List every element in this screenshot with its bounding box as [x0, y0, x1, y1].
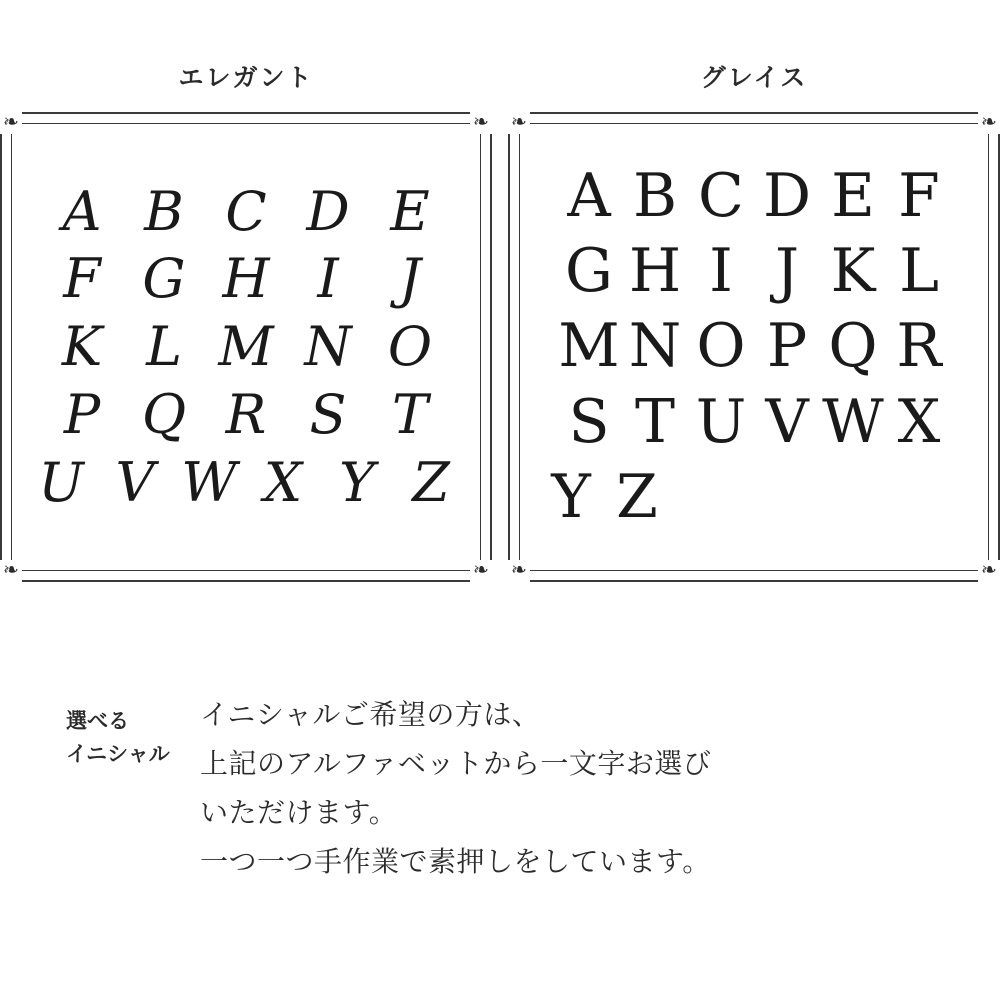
- alphabet-row: [532, 160, 976, 233]
- alphabet-glyph[interactable]: U: [695, 386, 747, 457]
- alphabet-glyph[interactable]: Y: [551, 461, 591, 532]
- alphabet-row: [532, 461, 976, 534]
- alphabet-glyph[interactable]: P: [766, 311, 808, 382]
- alphabet-glyph[interactable]: C: [225, 179, 267, 243]
- corner-ornament-icon: ❧: [978, 112, 1000, 134]
- alphabet-glyph[interactable]: I: [709, 236, 733, 307]
- alphabet-glyph[interactable]: D: [306, 179, 350, 243]
- alphabet-glyph[interactable]: H: [628, 236, 682, 307]
- alphabet-row: [24, 315, 468, 379]
- alphabet-glyph[interactable]: G: [565, 236, 613, 307]
- alphabet-row: [24, 180, 468, 244]
- alphabet-glyph[interactable]: R: [225, 382, 267, 446]
- alphabet-glyph[interactable]: Q: [828, 311, 878, 382]
- alphabet-glyph[interactable]: K: [830, 236, 876, 307]
- description-line: イニシャルご希望の方は、: [200, 699, 541, 730]
- alphabet-glyph[interactable]: O: [696, 311, 746, 382]
- alphabet-row: [532, 386, 976, 459]
- alphabet-glyph[interactable]: J: [774, 236, 800, 307]
- alphabet-glyph[interactable]: Q: [141, 382, 187, 446]
- alphabet-glyph[interactable]: L: [146, 315, 182, 379]
- font-panel-title-elegant: エレガント: [178, 64, 314, 92]
- alphabet-glyph[interactable]: C: [698, 161, 744, 232]
- alphabet-glyph[interactable]: B: [144, 179, 184, 243]
- description-label-line1: 選べる: [66, 710, 129, 733]
- alphabet-glyph[interactable]: D: [762, 161, 812, 232]
- alphabet-glyph[interactable]: A: [567, 161, 611, 232]
- alphabet-glyph[interactable]: U: [38, 450, 84, 514]
- alphabet-row: [24, 383, 468, 447]
- alphabet-glyph[interactable]: V: [765, 386, 809, 457]
- alphabet-glyph[interactable]: F: [63, 247, 101, 311]
- alphabet-row: [24, 247, 468, 311]
- alphabet-glyph[interactable]: G: [142, 247, 186, 311]
- alphabet-glyph[interactable]: E: [390, 179, 430, 243]
- alphabet-glyph[interactable]: P: [63, 382, 101, 446]
- alphabet-glyph[interactable]: H: [222, 247, 270, 311]
- alphabet-glyph[interactable]: T: [634, 386, 676, 457]
- alphabet-glyph[interactable]: M: [558, 311, 620, 382]
- corner-ornament-icon: ❧: [470, 560, 492, 582]
- description-section: [0, 690, 1000, 886]
- corner-ornament-icon: ❧: [508, 112, 530, 134]
- alphabet-glyph[interactable]: V: [115, 450, 155, 514]
- alphabet-glyph[interactable]: R: [896, 311, 942, 382]
- alphabet-glyph[interactable]: A: [62, 179, 102, 243]
- alphabet-glyph[interactable]: T: [391, 382, 429, 446]
- font-panel-title-grace: グレイス: [700, 64, 808, 92]
- alphabet-glyph[interactable]: S: [309, 382, 347, 446]
- alphabet-row: [24, 451, 468, 515]
- description-line: いただけます。: [200, 797, 398, 828]
- alphabet-glyph[interactable]: X: [897, 386, 941, 457]
- alphabet-glyph[interactable]: W: [822, 386, 884, 457]
- alphabet-row: [532, 310, 976, 383]
- corner-ornament-icon: ❧: [0, 560, 22, 582]
- alphabet-row: [532, 235, 976, 308]
- alphabet-glyph[interactable]: N: [304, 315, 352, 379]
- alphabet-glyph[interactable]: Z: [412, 450, 450, 514]
- alphabet-glyph[interactable]: J: [399, 247, 421, 311]
- alphabet-glyph[interactable]: N: [628, 311, 682, 382]
- alphabet-glyph[interactable]: E: [831, 161, 875, 232]
- description-line: 上記のアルファベットから一文字お選び: [200, 748, 712, 779]
- alphabet-glyph[interactable]: B: [632, 161, 678, 232]
- font-sample-panels: [0, 58, 1000, 582]
- alphabet-glyph[interactable]: K: [61, 315, 103, 379]
- alphabet-glyph[interactable]: L: [899, 236, 939, 307]
- corner-ornament-icon: ❧: [508, 560, 530, 582]
- alphabet-glyph[interactable]: O: [387, 315, 433, 379]
- alphabet-glyph[interactable]: M: [218, 315, 274, 379]
- alphabet-glyph[interactable]: I: [317, 247, 339, 311]
- alphabet-frame-grace: [508, 112, 1000, 582]
- description-label: [0, 690, 200, 771]
- description-body: [200, 690, 1000, 886]
- alphabet-grid-grace: [532, 140, 976, 554]
- corner-ornament-icon: ❧: [978, 560, 1000, 582]
- alphabet-glyph[interactable]: X: [263, 450, 303, 514]
- description-label-line2: イニシャル: [66, 742, 170, 766]
- description-line: 一つ一つ手作業で素押しをしています。: [200, 846, 711, 877]
- alphabet-glyph[interactable]: F: [898, 161, 940, 232]
- alphabet-glyph[interactable]: Y: [339, 450, 375, 514]
- alphabet-grid-elegant: [24, 140, 468, 554]
- corner-ornament-icon: ❧: [470, 112, 492, 134]
- font-panel-grace: [508, 58, 1000, 582]
- corner-ornament-icon: ❧: [0, 112, 22, 134]
- alphabet-glyph[interactable]: Z: [616, 461, 658, 532]
- alphabet-glyph[interactable]: W: [181, 450, 237, 514]
- font-panel-elegant: [0, 58, 492, 582]
- alphabet-glyph[interactable]: S: [568, 386, 610, 457]
- alphabet-frame-elegant: [0, 112, 492, 582]
